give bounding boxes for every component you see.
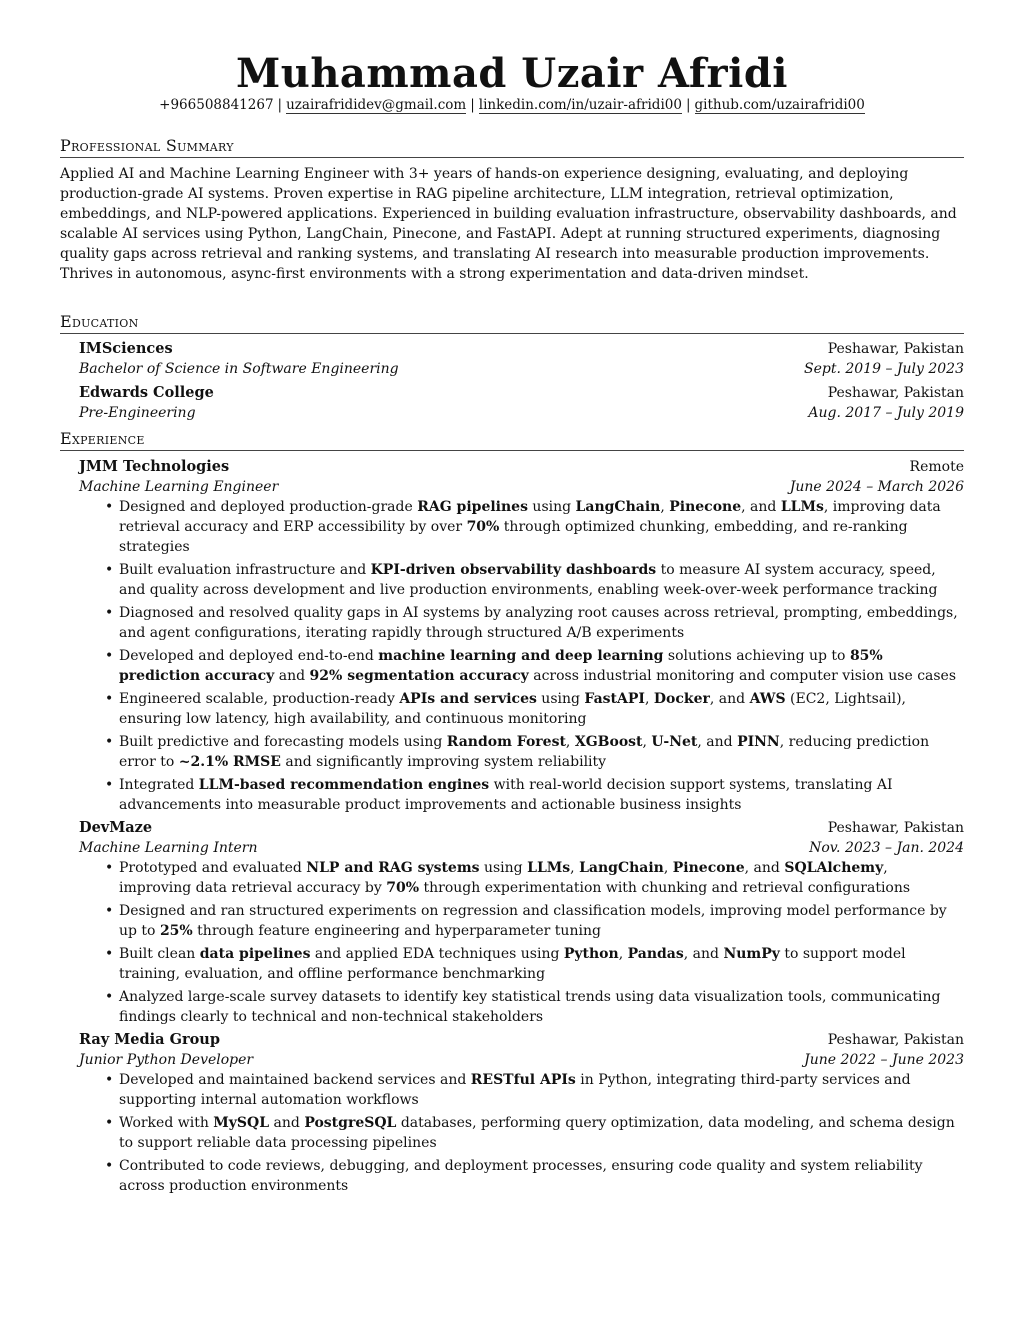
summary-section-title: Professional Summary (60, 136, 964, 158)
experience-role-row (79, 1050, 964, 1070)
education-detail-row (79, 359, 964, 379)
bullet-item: • Diagnosed and resolved quality gaps in AI systems by analyzing root causes across retrieval, prompting, embeddings, and agent configurations, iterating rapidly through structured A/B experiments (119, 603, 964, 643)
phone-number: +966508841267 (159, 97, 274, 113)
bullet-item: • Engineered scalable, production-ready APIs and services using FastAPI, Docker, and AWS (EC2, Lightsail), ensuring low latency, high availability, and continuous monitoring (119, 689, 964, 729)
bullet-item: • Built evaluation infrastructure and KPI-driven observability dashboards to measure AI system accuracy, speed, and quality across development and live production environments, enabling week-over-week performance tracking (119, 560, 964, 600)
education-dates: Aug. 2017 – July 2019 (808, 405, 964, 421)
bullet-item: • Prototyped and evaluated NLP and RAG systems using LLMs, LangChain, Pinecone, and SQLAlchemy, improving data retrieval accuracy by 70% through experimentation with chunking and retrieval configurations (119, 858, 964, 898)
education-entry (60, 383, 964, 423)
experience-entry (60, 1030, 964, 1196)
school-name: IMSciences (79, 340, 173, 357)
experience-section-title: Experience (60, 429, 964, 451)
education-detail-row (79, 403, 964, 423)
job-dates: June 2024 – March 2026 (789, 479, 964, 495)
company-location: Remote (909, 459, 964, 475)
separator: | (470, 97, 475, 113)
bullet-item: • Integrated LLM-based recommendation engines with real-world decision support systems, translating AI advancements into measurable product improvements and actionable business insights (119, 775, 964, 815)
job-title: Machine Learning Intern (79, 840, 258, 856)
experience-role-row (79, 477, 964, 497)
education-row (79, 383, 964, 403)
education-list (60, 339, 964, 423)
bullet-item: • Built predictive and forecasting models using Random Forest, XGBoost, U-Net, and PINN, reducing prediction error to ~2.1% RMSE and significantly improving system reliability (119, 732, 964, 772)
email-link[interactable]: uzairafrididev@gmail.com (286, 97, 467, 113)
company-name: JMM Technologies (79, 458, 230, 475)
job-title: Machine Learning Engineer (79, 479, 279, 495)
bullet-item: • Analyzed large-scale survey datasets to identify key statistical trends using data visualization tools, communicating findings clearly to technical and non-technical stakeholders (119, 987, 964, 1027)
bullet-list (79, 497, 964, 815)
resume-page (60, 52, 964, 1199)
job-dates: Nov. 2023 – Jan. 2024 (809, 840, 964, 856)
experience-row (79, 457, 964, 477)
school-location: Peshawar, Pakistan (827, 385, 964, 401)
bullet-item: • Built clean data pipelines and applied EDA techniques using Python, Pandas, and NumPy to support model training, evaluation, and offline performance benchmarking (119, 944, 964, 984)
contact-line (60, 96, 964, 114)
job-dates: June 2022 – June 2023 (804, 1052, 964, 1068)
bullet-item: • Designed and deployed production-grade RAG pipelines using LangChain, Pinecone, and LLMs, improving data retrieval accuracy and ERP accessibility by over 70% through optimized chunking, embedding, and re-ranking strategies (119, 497, 964, 557)
bullet-item: • Developed and deployed end-to-end machine learning and deep learning solutions achieving up to 85% prediction accuracy and 92% segmentation accuracy across industrial monitoring and computer vision use cases (119, 646, 964, 686)
company-name: Ray Media Group (79, 1031, 220, 1048)
job-title: Junior Python Developer (79, 1052, 254, 1068)
experience-row (79, 1030, 964, 1050)
experience-row (79, 818, 964, 838)
company-location: Peshawar, Pakistan (827, 1032, 964, 1048)
candidate-name: Muhammad Uzair Afridi (235, 50, 788, 97)
school-location: Peshawar, Pakistan (827, 341, 964, 357)
bullet-list (79, 1070, 964, 1196)
degree-name: Bachelor of Science in Software Engineering (79, 361, 399, 377)
experience-role-row (79, 838, 964, 858)
education-section-title: Education (60, 312, 964, 334)
experience-list (60, 457, 964, 1196)
bullet-item: • Designed and ran structured experiments on regression and classification models, improving model performance by up to 25% through feature engineering and hyperparameter tuning (119, 901, 964, 941)
bullet-item: • Worked with MySQL and PostgreSQL databases, performing query optimization, data modeling, and schema design to support reliable data processing pipelines (119, 1113, 964, 1153)
experience-entry (60, 818, 964, 1027)
company-location: Peshawar, Pakistan (827, 820, 964, 836)
company-name: DevMaze (79, 819, 153, 836)
education-dates: Sept. 2019 – July 2023 (804, 361, 964, 377)
education-row (79, 339, 964, 359)
separator: | (277, 97, 283, 113)
summary-text: Applied AI and Machine Learning Engineer with 3+ years of hands-on experience designing, evaluating, and deploying production-grade AI systems. Proven expertise in RAG pipeline architecture, LLM integration, retrieval optimization, embeddings, and NLP-powered applications. Experienced in building evaluation infrastructure, observability dashboards, and scalable AI services using Python, LangChain, Pinecone, and FastAPI. Adept at running structured experiments, diagnosing quality gaps across retrieval and ranking systems, and translating AI research into measurable production improvements. Thrives in autonomous, async-first environments with a strong experimentation and data-driven mindset. (60, 166, 957, 282)
school-name: Edwards College (79, 384, 214, 401)
degree-name: Pre-Engineering (79, 405, 196, 421)
education-entry (60, 339, 964, 379)
linkedin-link[interactable]: linkedin.com/in/uzair-afridi00 (478, 97, 682, 113)
bullet-item: • Contributed to code reviews, debugging, and deployment processes, ensuring code quality and system reliability across production environments (119, 1156, 964, 1196)
bullet-list (79, 858, 964, 1027)
github-link[interactable]: github.com/uzairafridi00 (694, 97, 865, 113)
bullet-item: • Developed and maintained backend services and RESTful APIs in Python, integrating third-party services and supporting internal automation workflows (119, 1070, 964, 1110)
separator: | (685, 97, 691, 113)
experience-entry (60, 457, 964, 815)
